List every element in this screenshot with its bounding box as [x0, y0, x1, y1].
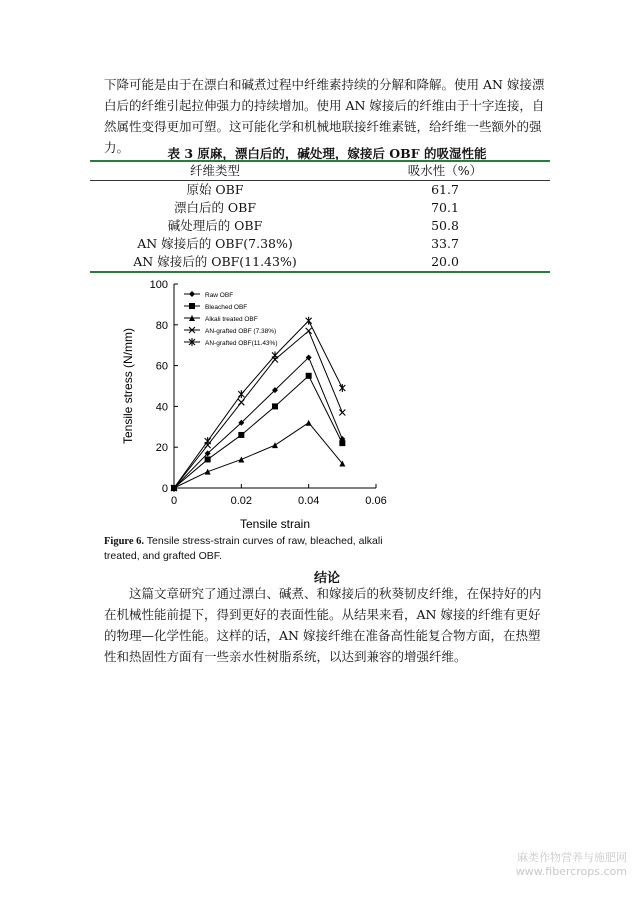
watermark-line-2: www.fibercrops.com: [515, 865, 627, 878]
cell-absorption: 61.7: [431, 182, 459, 197]
x-tick-label: 0: [170, 495, 178, 507]
data-point: [339, 410, 345, 416]
cell-absorption: 70.1: [431, 200, 459, 215]
x-tick-label: 0.02: [230, 495, 253, 507]
legend-label: Bleached OBF: [205, 304, 248, 311]
legend-marker: [189, 303, 195, 309]
table-row: [90, 217, 550, 235]
x-axis-label: Tensile strain: [239, 517, 311, 531]
data-point: [205, 469, 211, 475]
series-2: [171, 373, 345, 491]
table-header-row: [90, 161, 550, 181]
series-4: [171, 328, 345, 491]
y-axis-label: Tensile stress (N/mm): [121, 327, 135, 445]
cell-fiber-type: 漂白后的 OBF: [173, 200, 257, 215]
stress-strain-chart: [104, 276, 404, 538]
legend-item: [184, 291, 233, 299]
table-row: [90, 253, 550, 272]
absorption-table: [90, 160, 550, 273]
table-row: [90, 199, 550, 217]
y-tick-label: 80: [155, 319, 168, 332]
data-point: [306, 317, 312, 325]
data-point: [238, 456, 244, 462]
watermark-line-1: 麻类作物营养与施肥网: [517, 851, 627, 864]
x-tick-label: 0.04: [297, 495, 320, 507]
data-point: [205, 437, 211, 445]
data-point: [238, 432, 244, 438]
header-absorption: 吸水性（%）: [407, 163, 483, 178]
legend-label: AN-grafted OBF (7.38%): [205, 328, 277, 335]
table-row: [90, 181, 550, 200]
legend-item: [184, 338, 278, 347]
watermark: [516, 851, 627, 879]
data-point: [339, 384, 345, 392]
legend-label: AN-grafted OBF(11.43%): [205, 340, 278, 347]
y-tick-label: 60: [155, 360, 168, 373]
table-caption: 表 3 原麻，漂白后的，碱处理，嫁接后 OBF 的吸湿性能: [167, 146, 487, 161]
series-line: [174, 331, 342, 488]
data-point: [306, 328, 312, 334]
series-line: [174, 376, 342, 488]
y-tick-label: 20: [155, 442, 168, 455]
legend-item: [184, 327, 276, 335]
figure-label: Figure 6.: [104, 536, 145, 547]
legend-item: [184, 315, 258, 323]
data-point: [238, 399, 244, 405]
paragraph-1: 下降可能是由于在漂白和碱煮过程中纤维素持续的分解和降解。使用 AN 嫁接漂白后的纤维引起拉伸强力的持续增加。使用 AN 嫁接后的纤维由于十字连接，自然属性变得更加可塑。这可能化学和机械地联接纤维素链，给纤维一些额外的强力。: [104, 77, 545, 155]
cell-fiber-type: AN 嫁接后的 OBF(7.38%): [137, 236, 293, 251]
series-line: [174, 357, 342, 488]
data-point: [272, 442, 278, 448]
data-point: [272, 403, 278, 409]
section-title-conclusion: 结论: [313, 571, 340, 586]
y-tick-label: 40: [155, 401, 168, 414]
paragraph-2: 这篇文章研究了通过漂白、碱煮、和嫁接后的秋葵韧皮纤维，在保持好的内在机械性能前提下，得到更好的表面性能。从结果来看，AN 嫁接的纤维有更好的物理—化学性能。这样的话，AN 嫁接纤维在准备高性能复合物方面，在热塑性和热固性方面有一些亲水性树脂系统，以达到兼容的增强纤维。: [104, 586, 542, 664]
data-point: [272, 351, 278, 359]
cell-fiber-type: 碱处理后的 OBF: [167, 218, 263, 233]
legend: [184, 291, 278, 347]
data-point: [306, 420, 312, 426]
x-tick-label: 0.06: [365, 495, 387, 507]
data-point: [238, 390, 244, 398]
figure-caption-text: Tensile stress-strain curves of raw, bleached, alkali treated, and grafted OBF.: [104, 535, 383, 562]
figure-caption: [104, 534, 394, 564]
cell-fiber-type: AN 嫁接后的 OBF(11.43%): [133, 254, 297, 269]
data-point: [205, 456, 211, 462]
cell-absorption: 33.7: [431, 236, 459, 251]
legend-label: Alkali treated OBF: [205, 316, 258, 323]
header-fiber-type: 纤维类型: [189, 163, 240, 178]
y-tick-label: 100: [149, 279, 168, 291]
legend-item: [184, 303, 247, 311]
data-point: [339, 440, 345, 446]
legend-label: Raw OBF: [205, 292, 234, 299]
table-row: [90, 235, 550, 253]
cell-absorption: 50.8: [431, 218, 459, 233]
data-point: [306, 373, 312, 379]
y-tick-label: 0: [161, 483, 168, 495]
cell-absorption: 20.0: [431, 254, 459, 269]
cell-fiber-type: 原始 OBF: [186, 182, 244, 197]
legend-marker: [189, 291, 195, 297]
